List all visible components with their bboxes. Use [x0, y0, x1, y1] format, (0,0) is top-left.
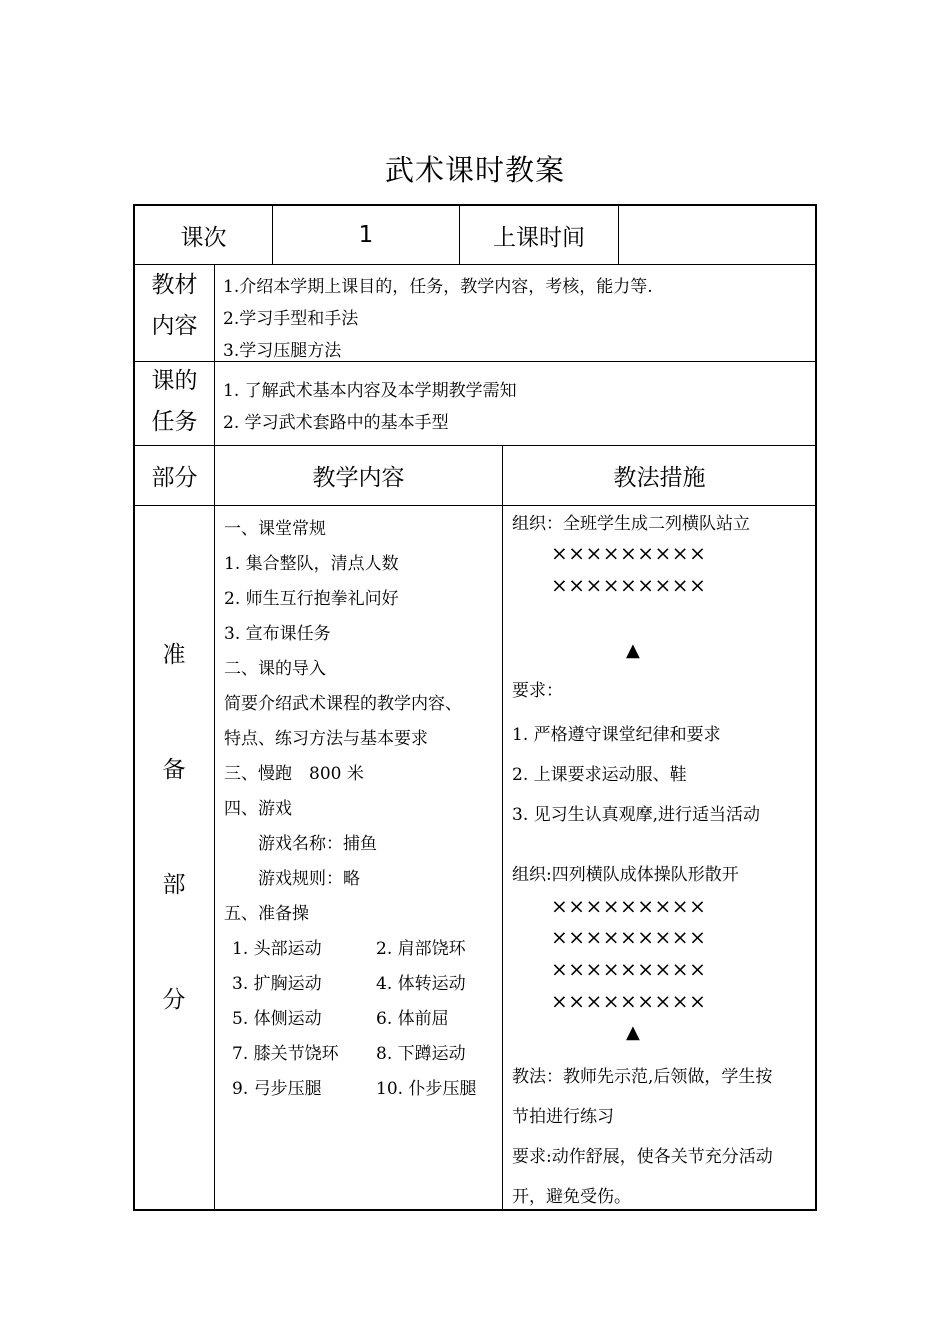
- teacher-position-marker: ▲: [626, 640, 640, 661]
- content-line: 四、游戏: [224, 799, 292, 819]
- exercise-item: 6. 体前屈: [376, 1009, 449, 1029]
- formation-row: ×××××××××: [551, 925, 707, 949]
- formation-row: ×××××××××: [551, 989, 707, 1013]
- class-time-label: 上课时间: [493, 224, 585, 251]
- row-divider: [134, 264, 816, 265]
- exercise-row: [232, 967, 476, 1002]
- lesson-number-label: 课次: [180, 224, 227, 251]
- part-char: 准: [162, 642, 186, 668]
- content-line: 2. 师生互行抱拳礼问好: [224, 589, 399, 609]
- organization-note-1: 组织：全班学生成二列横队站立: [512, 514, 750, 534]
- exercise-item: 3. 扩胸运动: [232, 974, 322, 994]
- column-header-method: 教法措施: [613, 465, 706, 491]
- formation-row: ×××××××××: [551, 573, 707, 597]
- tasks-label: 课的 任务: [151, 368, 198, 435]
- part-char: 分: [162, 987, 186, 1013]
- requirement-item: 3. 见习生认真观摩,进行适当活动: [512, 805, 761, 825]
- content-line: 三、慢跑 800 米: [224, 764, 364, 784]
- materials-item: 3.学习压腿方法: [223, 341, 342, 361]
- exercise-item: 1. 头部运动: [232, 939, 322, 959]
- content-line: 简要介绍武术课程的教学内容、: [224, 694, 462, 714]
- exercise-item: 2. 肩部饶环: [376, 939, 466, 959]
- content-line: 3. 宣布课任务: [224, 624, 331, 644]
- requirements-label: 要求：: [512, 681, 563, 701]
- content-line: 特点、练习方法与基本要求: [224, 729, 428, 749]
- row-divider: [134, 505, 816, 506]
- exercise-item: 8. 下蹲运动: [376, 1044, 466, 1064]
- exercise-row: [232, 1002, 476, 1037]
- page-title: 武术课时教案: [384, 153, 565, 187]
- col-divider: [502, 445, 503, 1210]
- formation-row: ×××××××××: [551, 894, 707, 918]
- tasks-item: 1. 了解武术基本内容及本学期教学需知: [223, 381, 517, 401]
- exercise-item: 9. 弓步压腿: [232, 1079, 322, 1099]
- organization-note-2: 组织:四列横队成体操队形散开: [512, 865, 739, 885]
- teacher-position-marker: ▲: [626, 1022, 640, 1043]
- exercise-item: 4. 体转运动: [376, 974, 466, 994]
- content-line: 游戏名称：捕鱼: [224, 834, 377, 854]
- col-divider: [214, 264, 215, 1210]
- content-line: 五、准备操: [224, 904, 309, 924]
- column-header-content: 教学内容: [312, 465, 405, 491]
- teaching-method-note: 教法：教师先示范,后领做，学生按 节拍进行练习 要求:动作舒展，使各关节充分活动 开，避免受伤。: [512, 1067, 773, 1207]
- class-time-value: [619, 206, 815, 264]
- exercise-item: 7. 膝关节饶环: [232, 1044, 339, 1064]
- requirements-list: [512, 715, 760, 835]
- materials-content: [223, 271, 653, 367]
- content-line: 二、课的导入: [224, 659, 326, 679]
- part-char: 备: [162, 757, 186, 783]
- column-header-part: 部分: [151, 465, 198, 491]
- exercise-row: [232, 932, 476, 967]
- materials-item: 1.介绍本学期上课目的，任务，教学内容，考核，能力等.: [223, 277, 653, 297]
- content-line: 一、课堂常规: [224, 519, 326, 539]
- materials-label: 教材 内容: [151, 272, 198, 339]
- teaching-content: [224, 512, 462, 932]
- part-char: 部: [162, 872, 186, 898]
- exercise-row: [232, 1037, 476, 1072]
- formation-row: ×××××××××: [551, 541, 707, 565]
- warmup-exercises: [232, 932, 476, 1107]
- requirement-item: 2. 上课要求运动服、鞋: [512, 765, 687, 785]
- requirement-item: 1. 严格遵守课堂纪律和要求: [512, 725, 721, 745]
- exercise-row: [232, 1072, 476, 1107]
- content-line: 游戏规则：略: [224, 869, 360, 889]
- tasks-item: 2. 学习武术套路中的基本手型: [223, 413, 449, 433]
- materials-item: 2.学习手型和手法: [223, 309, 359, 329]
- lesson-number-value: 1: [358, 222, 374, 248]
- tasks-content: [223, 375, 517, 439]
- exercise-item: 5. 体侧运动: [232, 1009, 322, 1029]
- exercise-item: 10. 仆步压腿: [376, 1079, 477, 1099]
- formation-row: ×××××××××: [551, 957, 707, 981]
- content-line: 1. 集合整队，清点人数: [224, 554, 399, 574]
